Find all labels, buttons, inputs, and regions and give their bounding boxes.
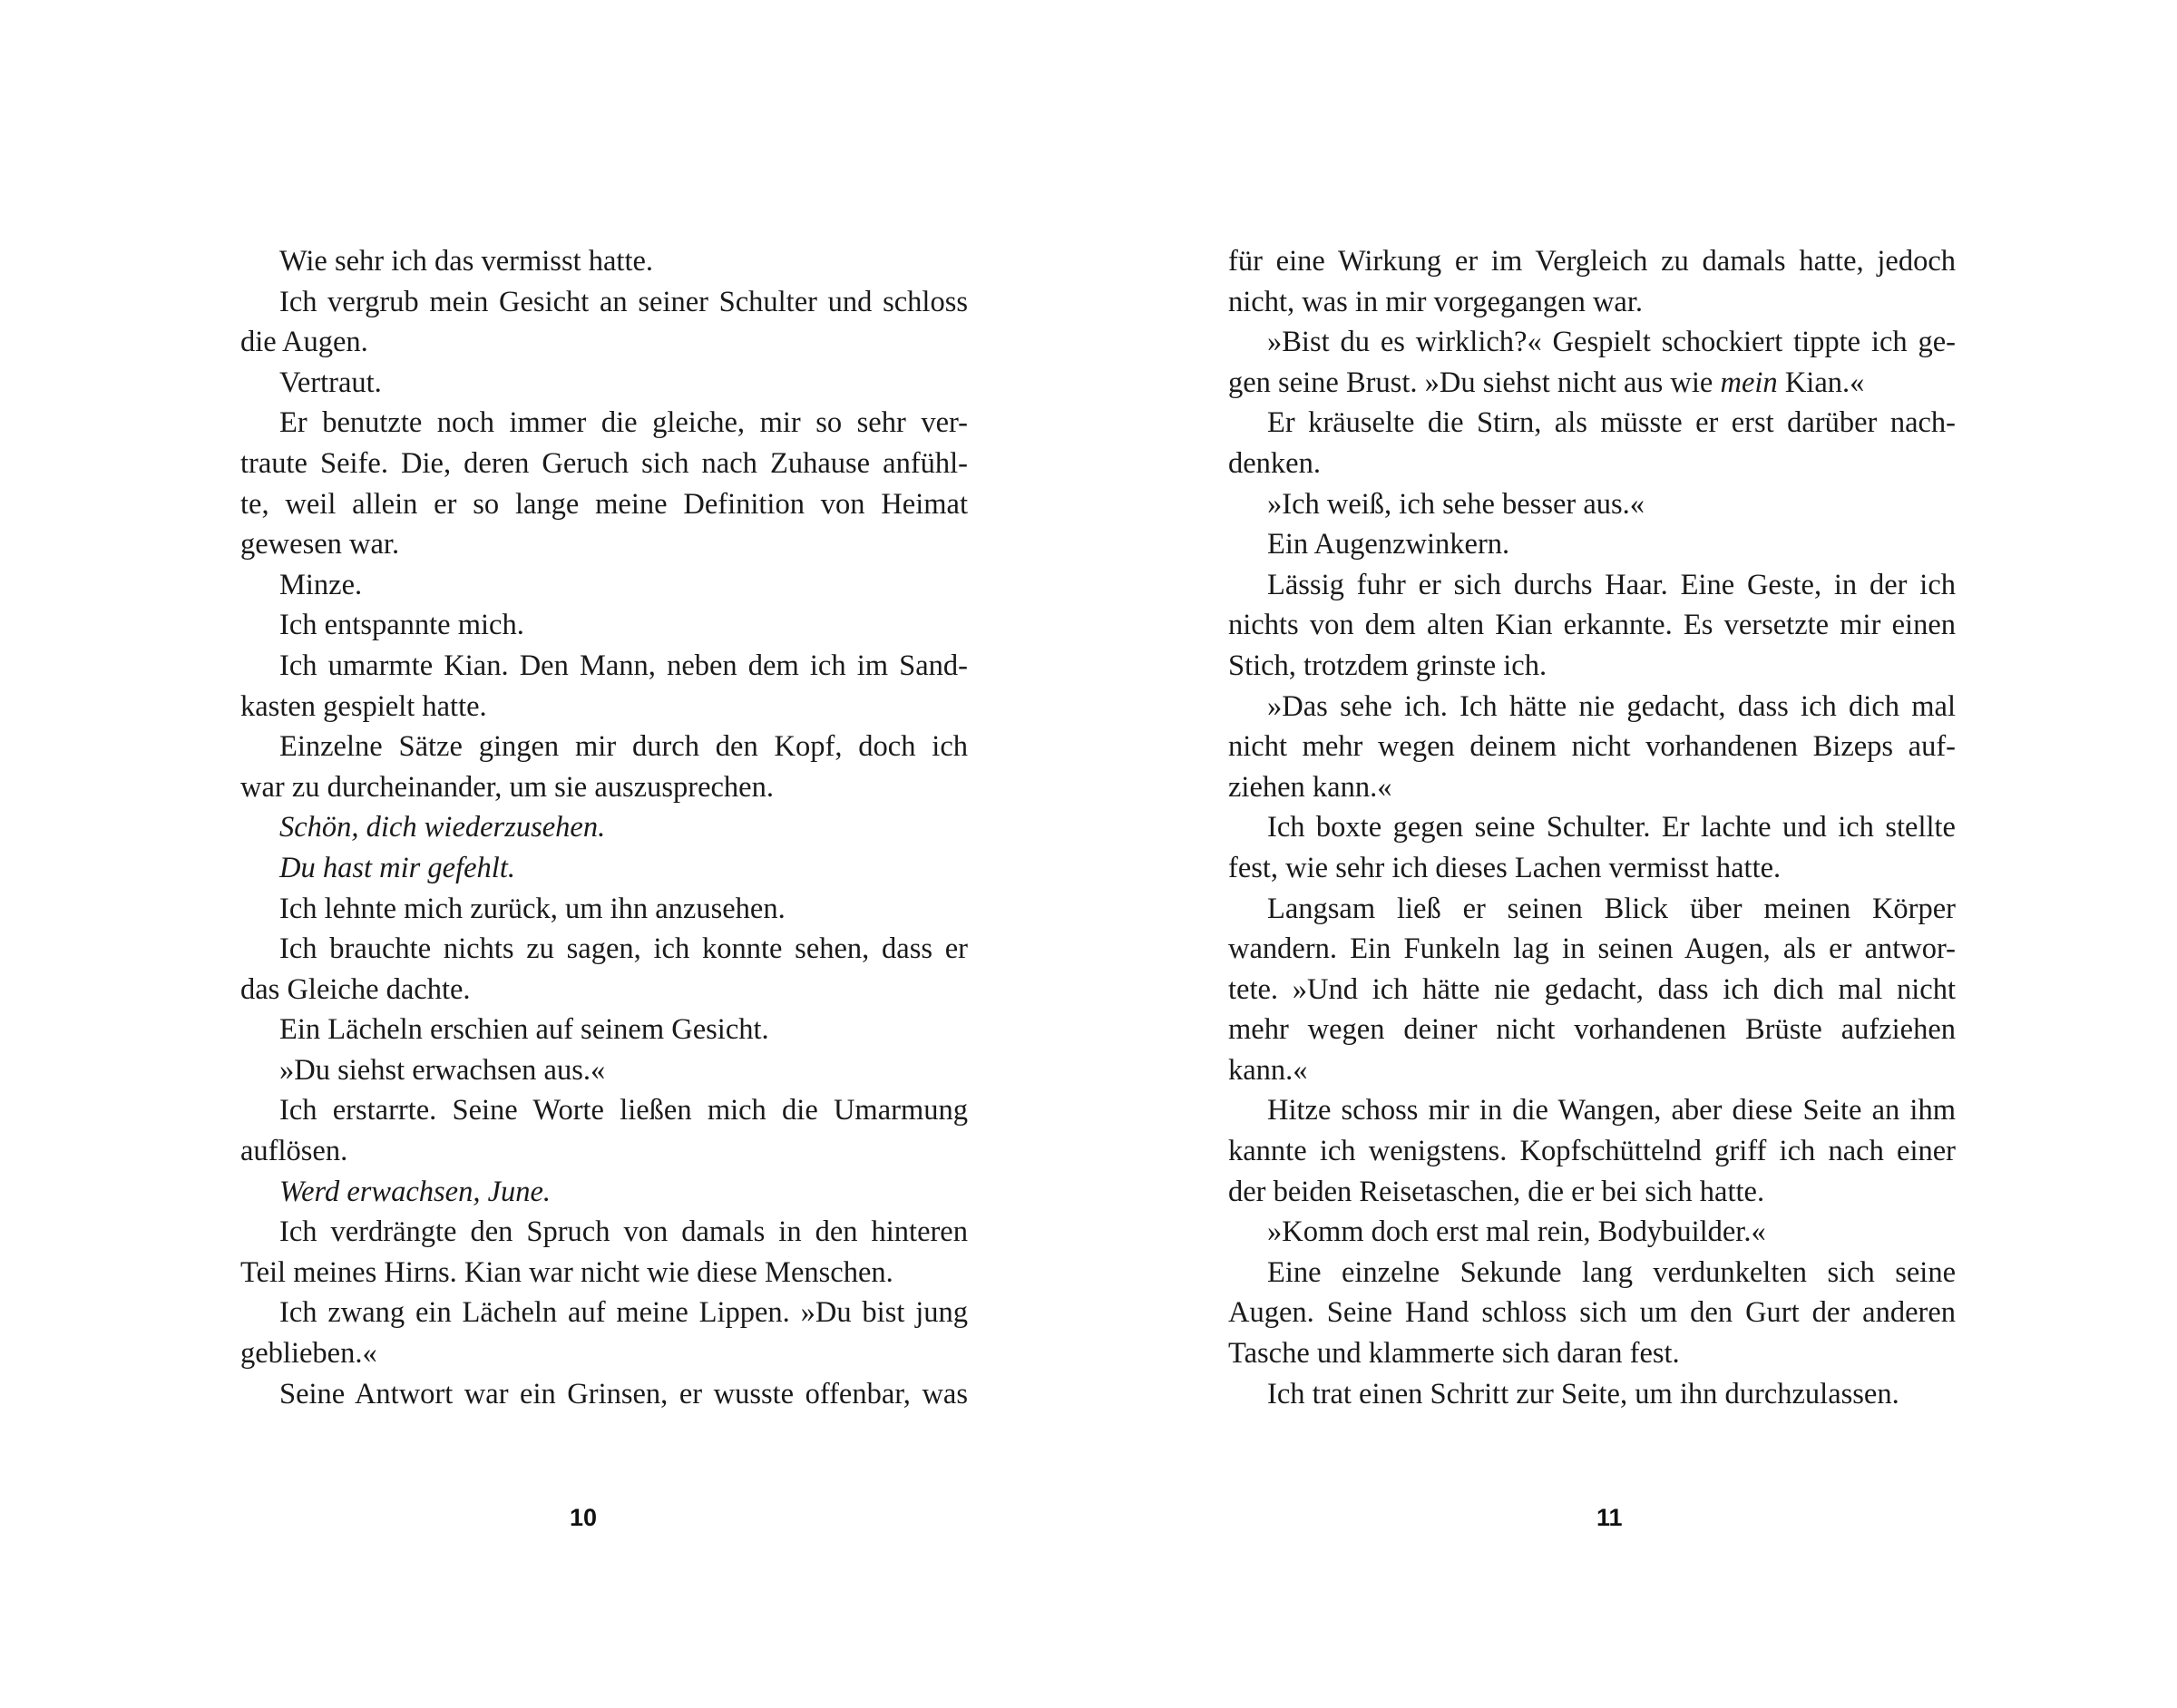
text-line: Langsam ließ er seinen Blick über meinen Körper <box>1267 892 1956 925</box>
text-line: das Gleiche dachte. <box>240 972 471 1006</box>
text-line: der beiden Reisetaschen, die er bei sich hatte. <box>1228 1175 1765 1208</box>
text-line: kann.« <box>1228 1053 1308 1087</box>
right-page-text <box>1228 241 1956 1414</box>
text-line: »Komm doch erst mal rein, Bodybuilder.« <box>1267 1215 1766 1249</box>
text-line: wandern. Ein Funkeln lag in seinen Augen, als er antwor- <box>1228 932 1956 966</box>
text-line: nicht, was in mir vorgegangen war. <box>1228 285 1643 318</box>
text-line: war zu durcheinander, um sie auszusprechen. <box>240 770 774 804</box>
page-number: 10 <box>570 1504 598 1531</box>
text-line: Ich erstarrte. Seine Worte ließen mich die Umarmung <box>279 1094 968 1127</box>
left-page-text <box>240 241 968 1414</box>
text-line: Wie sehr ich das vermisst hatte. <box>279 245 654 278</box>
text-line: te, weil allein er so lange meine Definition von Heimat <box>240 487 968 521</box>
text-line: Minze. <box>279 568 363 601</box>
text-line: kannte ich wenigstens. Kopfschüttelnd griff ich nach einer <box>1228 1135 1956 1168</box>
left-page <box>0 0 1088 1708</box>
text-line: Vertraut. <box>279 366 382 399</box>
text-line: Ich trat einen Schritt zur Seite, um ihn durchzulassen. <box>1267 1377 1899 1410</box>
italic-text-line: Du hast mir gefehlt. <box>279 851 515 884</box>
text-line: Teil meines Hirns. Kian war nicht wie diese Menschen. <box>240 1255 893 1289</box>
text-line: Ich brauchte nichts zu sagen, ich konnte sehen, dass er <box>279 932 968 966</box>
text-line: Ich boxte gegen seine Schulter. Er lachte und ich stellte <box>1267 811 1956 844</box>
text-line: Ich vergrub mein Gesicht an seiner Schulter und schloss <box>279 285 968 318</box>
text-line: Ich entspannte mich. <box>279 609 524 642</box>
text-segment: Kian.« <box>1777 366 1865 399</box>
text-line: »Du siehst erwachsen aus.« <box>279 1053 606 1087</box>
text-line: für eine Wirkung er im Vergleich zu damals hatte, jedoch <box>1228 245 1956 278</box>
text-line: Ein Augenzwinkern. <box>1267 528 1510 561</box>
text-line: denken. <box>1228 446 1321 480</box>
emphasized-word: mein <box>1720 366 1778 399</box>
text-line: geblieben.« <box>240 1337 377 1371</box>
text-line: Er kräuselte die Stirn, als müsste er erst darüber nach- <box>1267 406 1956 440</box>
text-line: fest, wie sehr ich dieses Lachen vermisst hatte. <box>1228 851 1782 884</box>
right-page <box>1088 0 2177 1708</box>
text-line: »Bist du es wirklich?« Gespielt schockiert tippte ich ge- <box>1267 326 1956 359</box>
text-line <box>1228 363 1956 404</box>
italic-text-line: Werd erwachsen, June. <box>279 1175 552 1208</box>
text-line: tete. »Und ich hätte nie gedacht, dass ich dich mal nicht <box>1228 972 1956 1006</box>
text-line: »Das sehe ich. Ich hätte nie gedacht, dass ich dich mal <box>1267 689 1956 723</box>
text-segment: gen seine Brust. »Du siehst nicht aus wie <box>1228 366 1721 399</box>
text-line: »Ich weiß, ich sehe besser aus.« <box>1267 487 1645 521</box>
text-line: Er benutzte noch immer die gleiche, mir so sehr ver- <box>279 406 968 440</box>
page-number: 11 <box>1596 1504 1623 1531</box>
text-line: mehr wegen deiner nicht vorhandenen Brüste aufziehen <box>1228 1013 1956 1047</box>
text-line: Augen. Seine Hand schloss sich um den Gurt der anderen <box>1228 1296 1956 1330</box>
text-line: nichts von dem alten Kian erkannte. Es versetzte mir einen <box>1228 609 1956 642</box>
text-line: Ich zwang ein Lächeln auf meine Lippen. »Du bist jung <box>279 1296 968 1330</box>
text-line: Ich umarmte Kian. Den Mann, neben dem ich im Sand- <box>279 649 968 682</box>
text-line: Hitze schoss mir in die Wangen, aber diese Seite an ihm <box>1267 1094 1956 1127</box>
text-line: die Augen. <box>240 326 368 359</box>
text-line: Tasche und klammerte sich daran fest. <box>1228 1337 1680 1371</box>
text-line: Eine einzelne Sekunde lang verdunkelten sich seine <box>1267 1255 1956 1289</box>
text-line: ziehen kann.« <box>1228 770 1392 804</box>
italic-text-line: Schön, dich wiederzusehen. <box>279 811 606 844</box>
text-line: kasten gespielt hatte. <box>240 689 487 723</box>
text-line: Ein Lächeln erschien auf seinem Gesicht. <box>279 1013 769 1047</box>
text-line: nicht mehr wegen deinem nicht vorhandenen Bizeps auf- <box>1228 730 1956 764</box>
text-line: gewesen war. <box>240 528 400 561</box>
text-line: traute Seife. Die, deren Geruch sich nach Zuhause anfühl- <box>240 446 968 480</box>
text-line: Seine Antwort war ein Grinsen, er wusste offenbar, was <box>279 1377 968 1410</box>
text-line: auflösen. <box>240 1135 348 1168</box>
text-line: Lässig fuhr er sich durchs Haar. Eine Geste, in der ich <box>1267 568 1956 601</box>
text-line: Ich lehnte mich zurück, um ihn anzusehen. <box>279 892 786 925</box>
text-line: Stich, trotzdem grinste ich. <box>1228 649 1547 682</box>
text-line: Ich verdrängte den Spruch von damals in den hinteren <box>279 1215 968 1249</box>
text-line: Einzelne Sätze gingen mir durch den Kopf, doch ich <box>279 730 968 764</box>
